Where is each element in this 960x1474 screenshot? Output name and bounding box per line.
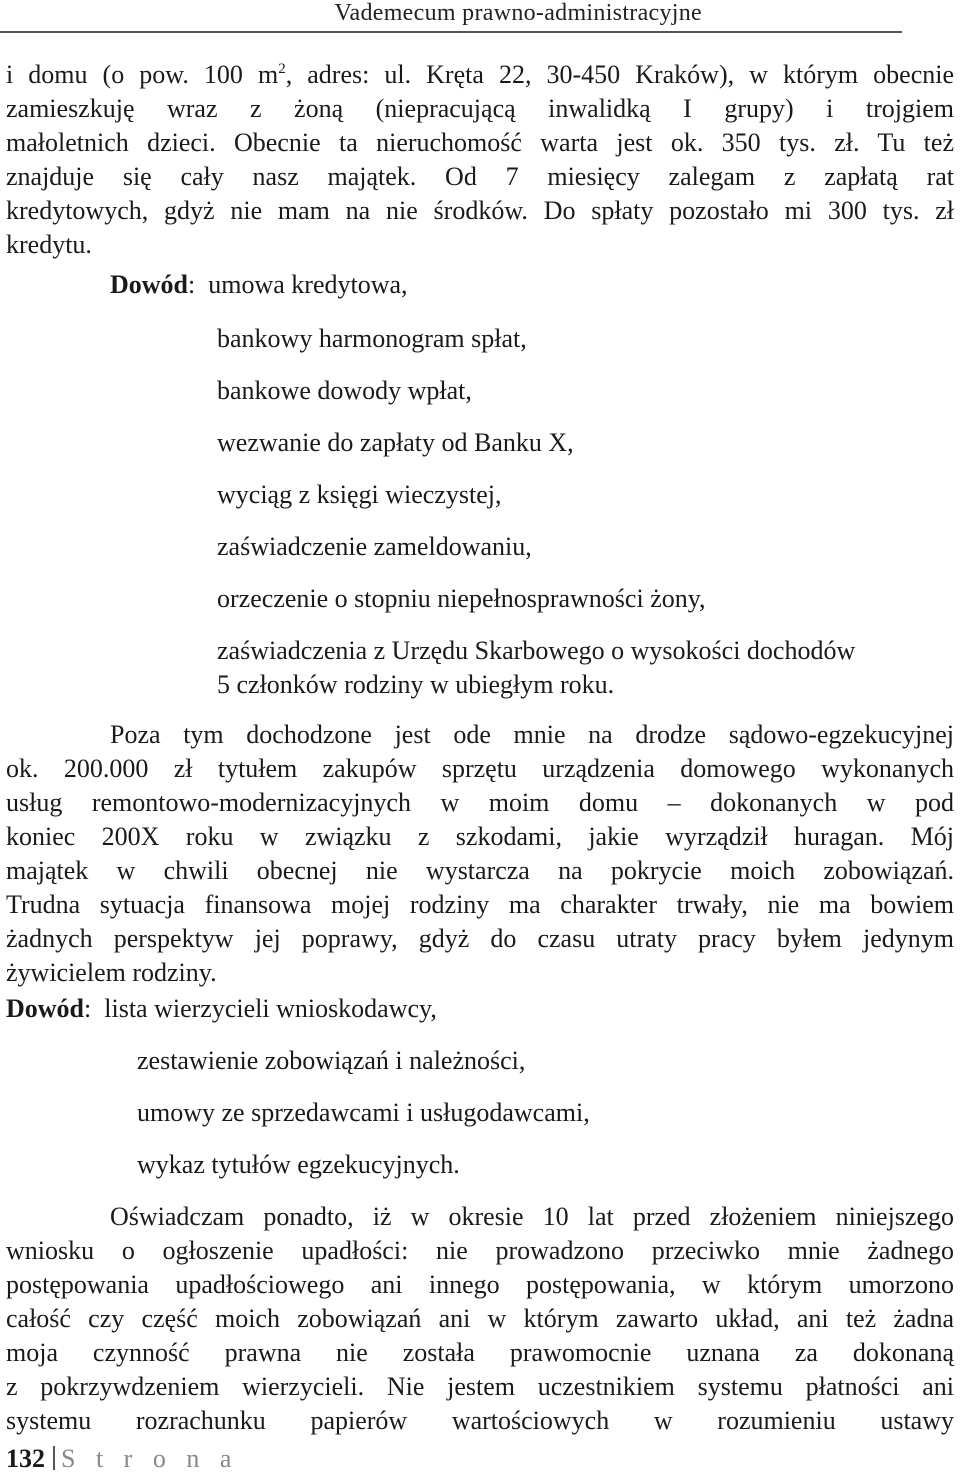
text-line: moja czynność prawna nie została prawomocnie uznana za dokonaną	[6, 1338, 954, 1367]
evidence-item-continued: 5 członków rodziny w ubiegłym roku.	[217, 670, 615, 699]
footer-divider	[53, 1446, 55, 1470]
page-footer	[6, 1444, 238, 1474]
text-line: systemu rozrachunku papierów wartościowych w rozumieniu ustawy	[6, 1406, 954, 1435]
text-line: z pokrzywdzeniem wierzycieli. Nie jestem uczestnikiem systemu płatności ani	[6, 1372, 954, 1401]
evidence-item: zaświadczenia z Urzędu Skarbowego o wysokości dochodów	[217, 636, 856, 665]
evidence-item: orzeczenie o stopniu niepełnosprawności żony,	[217, 584, 706, 613]
page-header	[0, 0, 960, 40]
text-line: Oświadczam ponadto, iż w okresie 10 lat przed złożeniem niniejszego	[110, 1202, 954, 1231]
header-rule	[0, 31, 902, 33]
header-title: Vademecum prawno-administracyjne	[334, 0, 702, 26]
text-line: małoletnich dzieci. Obecnie ta nieruchomość warta jest ok. 350 tys. zł. Tu też	[6, 128, 954, 157]
evidence-label: Dowód	[6, 994, 85, 1023]
text-line: Poza tym dochodzone jest ode mnie na drodze sądowo-egzekucyjnej	[110, 720, 954, 749]
text-line: wniosku o ogłoszenie upadłości: nie prowadzono przeciwko mnie żadnego	[6, 1236, 954, 1265]
evidence-item: umowy ze sprzedawcami i usługodawcami,	[137, 1098, 590, 1127]
evidence-first-line: Dowód: lista wierzycieli wnioskodawcy,	[6, 994, 437, 1023]
text-line: ok. 200.000 zł tytułem zakupów sprzętu urządzenia domowego wykonanych	[6, 754, 954, 783]
evidence-first-line: Dowód: umowa kredytowa,	[110, 270, 408, 299]
evidence-item: bankowe dowody wpłat,	[217, 376, 472, 405]
evidence-item: bankowy harmonogram spłat,	[217, 324, 527, 353]
text-line: zamieszkuję wraz z żoną (niepracującą inwalidką I grupy) i trojgiem	[6, 94, 954, 123]
evidence-item: zaświadczenie zameldowaniu,	[217, 532, 532, 561]
text-line: Trudna sytuacja finansowa mojej rodziny ma charakter trwały, nie ma bowiem	[6, 890, 954, 919]
text-line: majątek w chwili obecnej nie wystarcza na pokrycie moich zobowiązań.	[6, 856, 954, 885]
evidence-label: Dowód	[110, 270, 189, 299]
text-line: kredytu.	[6, 230, 92, 259]
text-line: kredytowych, gdyż nie mam na nie środków. Do spłaty pozostało mi 300 tys. zł	[6, 196, 954, 225]
evidence-item: wykaz tytułów egzekucyjnych.	[137, 1150, 460, 1179]
text-line: koniec 200X roku w związku z szkodami, jakie wyrządził huragan. Mój	[6, 822, 954, 851]
text-line: usług remontowo-modernizacyjnych w moim domu – dokonanych w pod	[6, 788, 954, 817]
evidence-item: wezwanie do zapłaty od Banku X,	[217, 428, 574, 457]
evidence-item: zestawienie zobowiązań i należności,	[137, 1046, 526, 1075]
text-line: żadnych perspektyw jej poprawy, gdyż do czasu utraty pracy byłem jedynym	[6, 924, 954, 953]
text-line: i domu (o pow. 100 $m^2$, adres: ul. Kręta 22, 30-450 Kraków), w którym obecnie	[6, 60, 954, 89]
evidence-item: wyciąg z księgi wieczystej,	[217, 480, 502, 509]
page-number: 132	[6, 1444, 45, 1473]
page-label: S t r o n a	[61, 1444, 239, 1473]
text-line: żywicielem rodziny.	[6, 958, 217, 987]
text-line: postępowania upadłościowego ani innego postępowania, w którym umorzono	[6, 1270, 954, 1299]
text-line: znajduje się cały nasz majątek. Od 7 miesięcy zalegam z zapłatą rat	[6, 162, 954, 191]
text-line: całość czy część moich zobowiązań ani w którym zawarto układ, ani też żadna	[6, 1304, 954, 1333]
